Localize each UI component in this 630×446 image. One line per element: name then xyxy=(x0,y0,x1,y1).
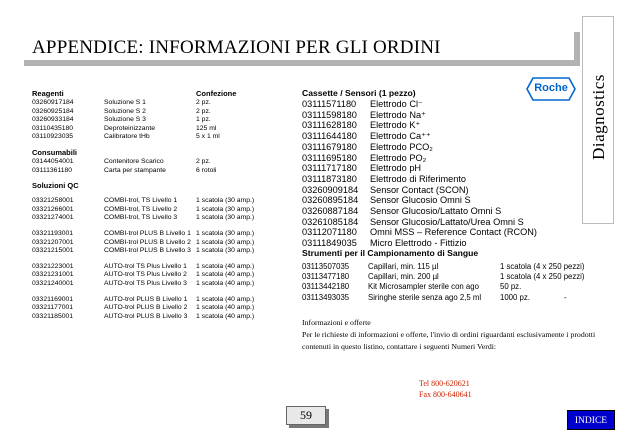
name-cell: Sensor Glucosio Omni S xyxy=(370,195,471,206)
conf-cell: 1 scatola (30 amp.) xyxy=(196,247,255,255)
code-cell: 03321215001 xyxy=(32,247,74,255)
table-row xyxy=(302,293,604,303)
conf-cell: 1 scatola (40 amp.) xyxy=(196,312,255,320)
code-cell: 03321223001 xyxy=(32,262,74,270)
list-item xyxy=(302,227,537,238)
conf-cell: 1 scatola (30 amp.) xyxy=(196,197,255,205)
cassette-sensori-title: Cassette / Sensori (1 pezzo) xyxy=(302,88,416,98)
spacer xyxy=(104,88,196,99)
info-text: Per le richieste di informazioni e offerte, l'invio di ordini riguardanti esclusivamente i prodotti contenuti in questo listino, contattare i seguenti Numeri Verdi: xyxy=(302,329,596,351)
conf-cell: 1 scatola (30 amp.) xyxy=(196,205,255,213)
code-cell: 03260909184 xyxy=(302,184,359,195)
table-row xyxy=(32,158,256,167)
diagnostics-side-panel xyxy=(582,16,614,224)
conf-cell: 50 pz. xyxy=(500,282,522,292)
code-cell: 03321240001 xyxy=(32,279,74,287)
table-row xyxy=(32,280,256,289)
conf-cell: 1 pz. xyxy=(196,116,211,124)
spacer xyxy=(32,289,256,296)
left-product-column xyxy=(32,88,256,321)
code-cell: 03261085184 xyxy=(302,216,359,227)
list-item xyxy=(302,185,537,196)
code-cell: 03111628180 xyxy=(302,120,357,131)
name-cell: AUTO-trol TS Plus Livello 2 xyxy=(104,271,187,279)
code-cell: 03260887184 xyxy=(302,206,359,217)
table-row xyxy=(32,263,256,272)
conf-cell: 1 scatola (40 amp.) xyxy=(196,271,255,279)
name-cell: COMBI-trol PLUS B Livello 2 xyxy=(104,238,191,246)
roche-logo-text: Roche xyxy=(534,82,568,94)
table-row xyxy=(32,304,256,313)
code-cell: 03321185001 xyxy=(32,312,74,320)
name-cell: AUTO-trol PLUS B Livello 2 xyxy=(104,304,188,312)
code-cell: 03144054001 xyxy=(32,157,74,165)
reagenti-header xyxy=(32,88,256,99)
code-cell: 03321177001 xyxy=(32,304,74,312)
table-row xyxy=(32,116,256,125)
conf-cell: 6 rotoli xyxy=(196,166,217,174)
list-item xyxy=(302,163,537,174)
name-cell: Omni MSS – Reference Contact (RCON) xyxy=(370,227,537,238)
name-cell: Elettrodo PO₂ xyxy=(370,152,427,163)
consumabili-title: Consumabili xyxy=(32,147,78,157)
name-cell: AUTO-trol PLUS B Livello 1 xyxy=(104,295,188,303)
code-cell: 03111849035 xyxy=(302,238,357,249)
code-cell: 03113477180 xyxy=(302,272,350,282)
list-item xyxy=(302,217,537,228)
name-cell: Sensor Glucosio/Lattato/Urea Omni S xyxy=(370,216,524,227)
name-cell: Elettrodo pH xyxy=(370,163,422,174)
consumabili-list xyxy=(32,158,256,175)
code-cell: 03111873180 xyxy=(302,173,357,184)
conf-cell: 1 scatola (30 amp.) xyxy=(196,214,255,222)
code-cell: 03260933184 xyxy=(32,116,74,124)
table-row xyxy=(32,271,256,280)
spacer xyxy=(32,223,256,230)
conf-cell: 1 scatola (4 x 250 pezzi) xyxy=(500,262,585,271)
code-cell: 03321266001 xyxy=(32,205,74,213)
table-row xyxy=(32,239,256,248)
name-cell: Soluzione S 1 xyxy=(104,99,146,106)
code-cell: 03110923035 xyxy=(32,133,74,141)
name-cell: Elettrodo PCO₂ xyxy=(370,141,433,152)
conf-cell: 1 scatola (40 amp.) xyxy=(196,304,255,312)
table-row xyxy=(32,296,256,305)
soluzioni-qc-title: Soluzioni QC xyxy=(32,181,79,191)
name-cell: Sensor Contact (SCON) xyxy=(370,184,469,195)
name-cell: Siringhe sterile senza ago 2,5 ml xyxy=(368,292,482,302)
page-title: APPENDICE: INFORMAZIONI PER GLI ORDINI xyxy=(32,37,441,58)
conf-cell: 1 scatola (40 amp.) xyxy=(196,279,255,287)
name-cell: Contenitore Scarico xyxy=(104,157,164,165)
diagnostics-label: Diagnostics xyxy=(589,74,608,160)
conf-cell: 1 scatola (40 amp.) xyxy=(196,262,255,270)
conf-cell: 2 pz. xyxy=(196,157,211,165)
code-cell: 03260895184 xyxy=(302,195,359,206)
table-row xyxy=(32,108,256,117)
page-number: 59 xyxy=(286,406,326,425)
name-cell: Kit Microsampler sterile con ago xyxy=(368,282,479,292)
name-cell: COMBI-trol, TS Livello 3 xyxy=(104,214,178,222)
code-cell: 03260925184 xyxy=(32,107,74,115)
list-item xyxy=(302,174,537,185)
name-cell: Elettrodo di Riferimento xyxy=(370,173,467,184)
name-cell: Carta per stampante xyxy=(104,166,166,174)
code-cell: 03112071180 xyxy=(302,227,357,238)
conf-cell: 125 ml xyxy=(196,124,217,132)
code-cell: 03110435180 xyxy=(32,124,74,132)
confezione-title: Confezione xyxy=(196,89,237,98)
code-cell: 03321207001 xyxy=(32,238,74,246)
name-cell: Sensor Glucosio/Lattato Omni S xyxy=(370,206,502,217)
name-cell: AUTO-trol TS Plus Livello 1 xyxy=(104,262,187,270)
list-item xyxy=(302,99,537,110)
list-item xyxy=(302,142,537,153)
conf-cell: 1 scatola (4 x 250 pezzi) xyxy=(500,272,585,282)
conf-cell: 2 pz. xyxy=(196,107,211,115)
table-row xyxy=(32,313,256,322)
code-cell: 03113507035 xyxy=(302,262,350,271)
tel-number: Tel 800-620621 xyxy=(419,379,470,388)
name-cell: COMBI-trol, TS Livello 2 xyxy=(104,205,178,213)
code-cell: 03321231001 xyxy=(32,271,74,279)
table-row xyxy=(302,262,604,272)
name-cell: COMBI-trol, TS Livello 1 xyxy=(104,197,178,205)
conf-cell: 1 scatola (30 amp.) xyxy=(196,238,255,246)
list-item xyxy=(302,131,537,142)
list-item xyxy=(302,195,537,206)
table-row xyxy=(32,206,256,215)
name-cell: AUTO-trol PLUS B Livello 3 xyxy=(104,312,188,320)
code-cell: 03111644180 xyxy=(302,131,357,142)
name-cell: Elettrodo Cl⁻ xyxy=(370,99,423,109)
qc-list xyxy=(32,197,256,321)
indice-button[interactable]: INDICE xyxy=(567,410,615,430)
conf-cell: 5 x 1 ml xyxy=(196,133,220,141)
reagenti-title: Reagenti xyxy=(32,89,64,98)
dash-mark: - xyxy=(564,292,567,302)
table-row xyxy=(302,272,604,282)
code-cell: 03111695180 xyxy=(302,152,357,163)
info-block xyxy=(302,317,602,352)
fax-number: Fax 800-640641 xyxy=(419,390,472,399)
code-cell: 03111679180 xyxy=(302,141,357,152)
code-cell: 03111598180 xyxy=(302,109,357,120)
spacer xyxy=(32,256,256,263)
table-row xyxy=(302,282,604,292)
code-cell: 03321193001 xyxy=(32,229,74,237)
table-row xyxy=(32,125,256,134)
title-bar xyxy=(18,26,580,66)
table-row xyxy=(32,230,256,239)
code-cell: 03321274001 xyxy=(32,214,74,222)
name-cell: Elettrodo Na⁺ xyxy=(370,109,426,120)
name-cell: Calibratore tHb xyxy=(104,133,150,141)
code-cell: 03113493035 xyxy=(302,292,350,302)
code-cell: 03321258001 xyxy=(32,197,74,205)
name-cell: Elettrodo K⁺ xyxy=(370,120,421,131)
title-face xyxy=(18,26,574,60)
table-row xyxy=(32,247,256,256)
name-cell: Micro Elettrodo - Fittizio xyxy=(370,238,467,249)
info-title: Informazioni e offerte xyxy=(302,318,371,327)
conf-cell: 1 scatola (30 amp.) xyxy=(196,229,255,237)
strumenti-section xyxy=(302,248,604,303)
contacts-block xyxy=(419,378,472,400)
code-cell: 03111361180 xyxy=(32,166,73,174)
conf-cell: 2 pz. xyxy=(196,99,211,106)
name-cell: Capillari, min. 200 µl xyxy=(368,272,439,282)
code-cell: 03111571180 xyxy=(302,99,357,109)
name-cell: Soluzione S 2 xyxy=(104,107,146,115)
table-row xyxy=(32,167,256,176)
code-cell: 03111717180 xyxy=(302,163,357,174)
list-item xyxy=(302,206,537,217)
name-cell: Elettrodo Ca⁺⁺ xyxy=(370,131,431,142)
code-cell: 03113442180 xyxy=(302,282,350,292)
code-cell: 03321169001 xyxy=(32,295,74,303)
name-cell: AUTO-trol TS Plus Livello 3 xyxy=(104,279,187,287)
table-row xyxy=(32,133,256,142)
reagenti-list xyxy=(32,99,256,142)
page-number-box xyxy=(286,406,330,428)
code-cell: 03260917184 xyxy=(32,99,74,106)
name-cell: COMBI-trol PLUS B Livello 1 xyxy=(104,229,191,237)
table-row xyxy=(32,197,256,206)
list-item xyxy=(302,110,537,121)
name-cell: Capillari, min. 115 µl xyxy=(368,262,439,271)
name-cell: COMBI-trol PLUS B Livello 3 xyxy=(104,247,191,255)
name-cell: Soluzione S 3 xyxy=(104,116,146,124)
list-item xyxy=(302,120,537,131)
name-cell: Deproteinizzante xyxy=(104,124,156,132)
cassette-sensori-section xyxy=(302,88,537,249)
list-item xyxy=(302,153,537,164)
strumenti-title: Strumenti per il Campionamento di Sangue xyxy=(302,248,479,258)
table-row xyxy=(32,214,256,223)
table-row xyxy=(32,99,256,108)
conf-cell: 1000 pz. xyxy=(500,292,530,302)
conf-cell: 1 scatola (40 amp.) xyxy=(196,295,255,303)
